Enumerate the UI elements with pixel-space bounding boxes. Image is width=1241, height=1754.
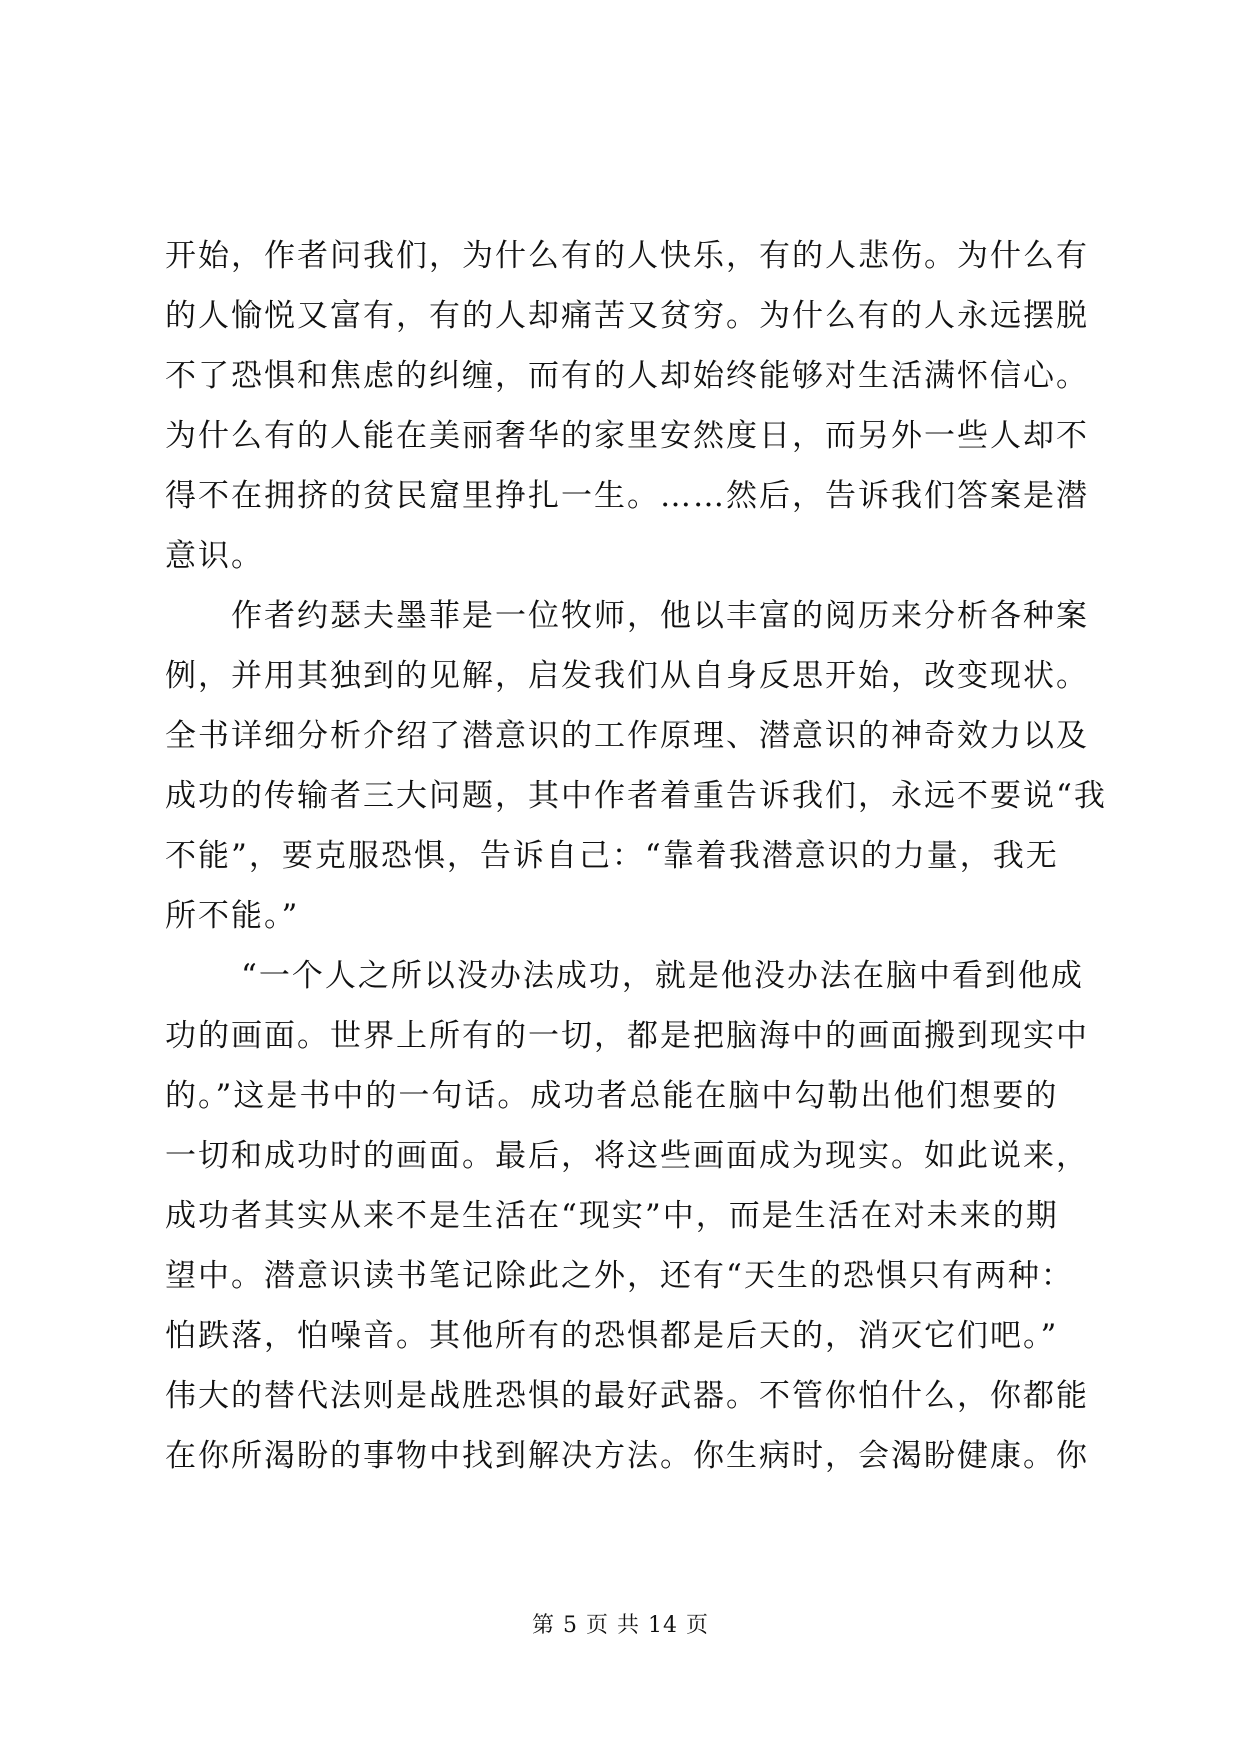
- text-line: 的人愉悦又富有，有的人却痛苦又贫穷。为什么有的人永远摆脱: [165, 298, 1089, 334]
- text-line: 的。”这是书中的一句话。成功者总能在脑中勾勒出他们想要的: [165, 1078, 1059, 1114]
- text-line: 不了恐惧和焦虑的纠缠，而有的人却始终能够对生活满怀信心。: [165, 358, 1089, 394]
- text-line: 意识。: [165, 538, 264, 574]
- page-number-footer: 第 5 页 共 14 页: [532, 1613, 709, 1638]
- text-line: 一切和成功时的画面。最后，将这些画面成为现实。如此说来，: [165, 1138, 1089, 1174]
- text-line: 望中。潜意识读书笔记除此之外，还有“天生的恐惧只有两种：: [165, 1258, 1074, 1294]
- text-line: 在你所渴盼的事物中找到解决方法。你生病时，会渴盼健康。你: [165, 1438, 1089, 1474]
- text-line: 成功的传输者三大问题，其中作者着重告诉我们，永远不要说“我: [165, 778, 1107, 814]
- text-line: 例，并用其独到的见解，启发我们从自身反思开始，改变现状。: [165, 658, 1089, 694]
- text-line: 开始，作者问我们，为什么有的人快乐，有的人悲伤。为什么有: [165, 238, 1089, 274]
- text-line: 为什么有的人能在美丽奢华的家里安然度日，而另外一些人却不: [165, 418, 1089, 454]
- text-line: 怕跌落，怕噪音。其他所有的恐惧都是后天的，消灭它们吧。”: [165, 1318, 1059, 1354]
- paragraph-first-line: 作者约瑟夫墨菲是一位牧师，他以丰富的阅历来分析各种案: [231, 598, 1089, 634]
- text-line: 成功者其实从来不是生活在“现实”中，而是生活在对未来的期: [165, 1198, 1059, 1234]
- paragraph-first-line: “一个人之所以没办法成功，就是他没办法在脑中看到他成: [241, 958, 1084, 994]
- text-line: 不能”，要克服恐惧，告诉自己：“靠着我潜意识的力量，我无: [165, 838, 1059, 874]
- text-line: 全书详细分析介绍了潜意识的工作原理、潜意识的神奇效力以及: [165, 718, 1089, 754]
- text-line: 得不在拥挤的贫民窟里挣扎一生。……然后，告诉我们答案是潜: [165, 478, 1089, 514]
- text-line: 所不能。”: [165, 898, 300, 934]
- text-line: 功的画面。世界上所有的一切，都是把脑海中的画面搬到现实中: [165, 1018, 1089, 1054]
- text-line: 伟大的替代法则是战胜恐惧的最好武器。不管你怕什么，你都能: [165, 1378, 1089, 1414]
